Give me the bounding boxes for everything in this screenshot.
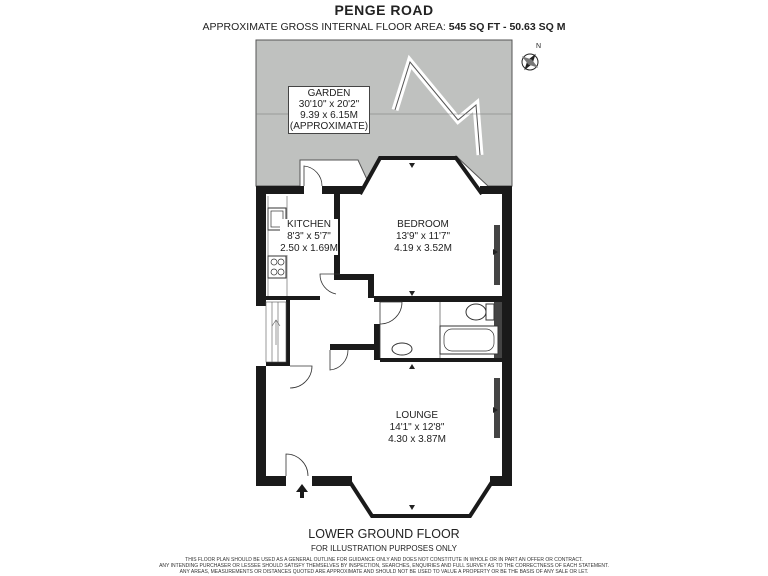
- bedroom-metric: 4.19 x 3.52M: [394, 243, 452, 254]
- area-sqm: 50.63 SQ M: [509, 21, 566, 33]
- disclaimer-line: ANY INTENDING PURCHASER OR LESSEE SHOULD SATISFY THEMSELVES BY INSPECTION, SEARCHES, ENQUIRIES AND FULL SURVEY AS TO THE CORRECTNESS OF EACH STATEMENT.: [159, 563, 609, 569]
- lounge-bay-window: [350, 482, 492, 516]
- garden-name: GARDEN: [307, 88, 351, 99]
- garden-note: (APPROXIMATE): [289, 121, 369, 132]
- bedroom-label: [378, 219, 468, 255]
- area-separator: -: [503, 21, 507, 33]
- kitchen-hob: [268, 256, 286, 278]
- entrance-arrow-icon: [296, 484, 308, 498]
- toilet-cistern: [486, 304, 494, 320]
- bedroom-imperial: 13'9" x 11'7": [395, 231, 451, 242]
- bath-tub: [440, 326, 498, 354]
- area-sqft: 545 SQ FT: [448, 21, 501, 33]
- kitchen-imperial: 8'3" x 5'7": [287, 231, 331, 242]
- area-prefix: APPROXIMATE GROSS INTERNAL FLOOR AREA:: [202, 21, 446, 33]
- compass-label: N: [536, 43, 542, 50]
- kitchen-label: [280, 219, 338, 255]
- lounge-imperial: 14'1" x 12'8": [389, 422, 445, 433]
- garden-imperial: 30'10" x 20'2": [298, 99, 360, 110]
- compass-icon: [520, 43, 541, 72]
- toilet: [466, 304, 486, 320]
- lounge-name: LOUNGE: [395, 410, 439, 421]
- lounge-side-window: [494, 378, 500, 438]
- lounge-label: [372, 410, 462, 446]
- disclaimer-line: ANY AREAS, MEASUREMENTS OR DISTANCES QUOTED ARE APPROXIMATE AND SHOULD NOT BE USED TO VALUE A PROPERTY OR BE THE BASIS OF ANY SALE OR LET.: [179, 569, 589, 575]
- wash-basin: [392, 343, 412, 355]
- disclaimer-line: THIS FLOOR PLAN SHOULD BE USED AS A GENERAL OUTLINE FOR GUIDANCE ONLY AND DOES NOT CONSTITUTE IN WHOLE OR IN PART AN OFFER OR CONTRACT.: [185, 557, 583, 563]
- kitchen-name: KITCHEN: [287, 219, 331, 230]
- garden-metric: 9.39 x 6.15M: [300, 110, 358, 121]
- bedroom-side-window: [494, 225, 500, 285]
- garden-label: [288, 86, 370, 134]
- lounge-metric: 4.30 x 3.87M: [388, 434, 446, 445]
- illustration-note: FOR ILLUSTRATION PURPOSES ONLY: [311, 544, 457, 553]
- property-title: PENGE ROAD: [334, 2, 434, 18]
- stairs: [266, 302, 286, 362]
- kitchen-metric: 2.50 x 1.69M: [280, 243, 338, 254]
- bedroom-name: BEDROOM: [397, 219, 449, 230]
- floor-name: LOWER GROUND FLOOR: [308, 527, 460, 541]
